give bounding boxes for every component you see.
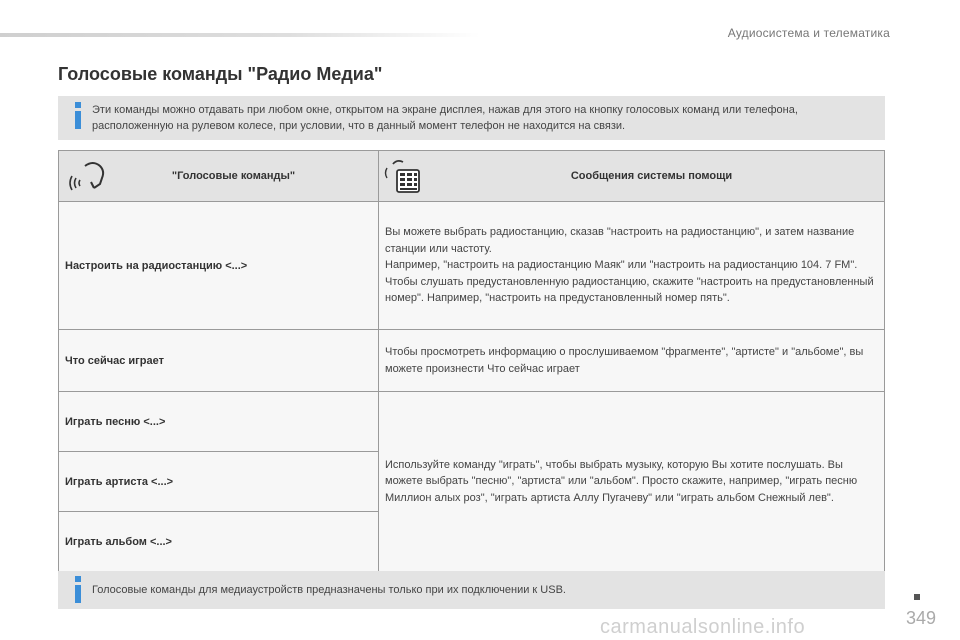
voice-command-icon [67,158,107,196]
watermark: carmanualsonline.info [600,616,806,638]
command-cell: Играть альбом <...> [59,512,379,572]
header-help-label: Сообщения системы помощи [570,170,733,182]
info-box-top [58,96,885,140]
page-marker [914,594,920,600]
info-text: Эти команды можно отдавать при любом окне, открытом на экране дисплея, нажав для этого на кнопку голосовых команд или телефона, расположенную на рулевом колесе, при условии, что в данный момент телефон не находится на связи. [92,104,798,132]
header-help-cell [379,151,885,202]
help-message-icon [383,158,423,196]
info-box-bottom [58,571,885,609]
command-cell: Играть артиста <...> [59,452,379,512]
info-icon [74,576,82,606]
help-cell: Вы можете выбрать радиостанцию, сказав "настроить на радиостанцию", и затем название станции или частоту. Например, "настроить на радиостанцию Маяк" или "настроить на радиостанцию 104. 7 FM". Чтобы слушать предустановленную радиостанцию, скажите "настроить на предустановленный номер". Например, "настроить на предустановленный номер пять". [379,202,885,330]
header-rule [0,33,480,37]
page-number: 349 [905,608,936,628]
table-header-row [59,151,885,202]
help-cell: Используйте команду "играть", чтобы выбрать музыку, которую Вы хотите послушать. Вы можете выбрать "песню", "артиста" или "альбом". Просто скажите, например, "играть песню Миллион алых роз", "играть артиста Аллу Пугачеву" или "играть альбом Снежный лев". [379,392,885,572]
page-title: Голосовые команды "Радио Медиа" [58,64,383,84]
header-commands-cell [59,151,379,202]
voice-commands-table [58,150,885,572]
info-text: Голосовые команды для медиаустройств предназначены только при их подключении к USB. [92,584,566,596]
section-title: Аудиосистема и телематика [727,26,890,40]
command-cell: Настроить на радиостанцию <...> [59,202,379,330]
help-cell: Чтобы просмотреть информацию о прослушиваемом "фрагменте", "артисте" и "альбоме", вы можете произнести Что сейчас играет [379,330,885,392]
command-cell: Что сейчас играет [59,330,379,392]
command-cell: Играть песню <...> [59,392,379,452]
table-row [59,392,885,452]
table-row [59,330,885,392]
info-icon [74,102,82,132]
table-row [59,202,885,330]
header-commands-label: "Голосовые команды" [171,170,296,182]
